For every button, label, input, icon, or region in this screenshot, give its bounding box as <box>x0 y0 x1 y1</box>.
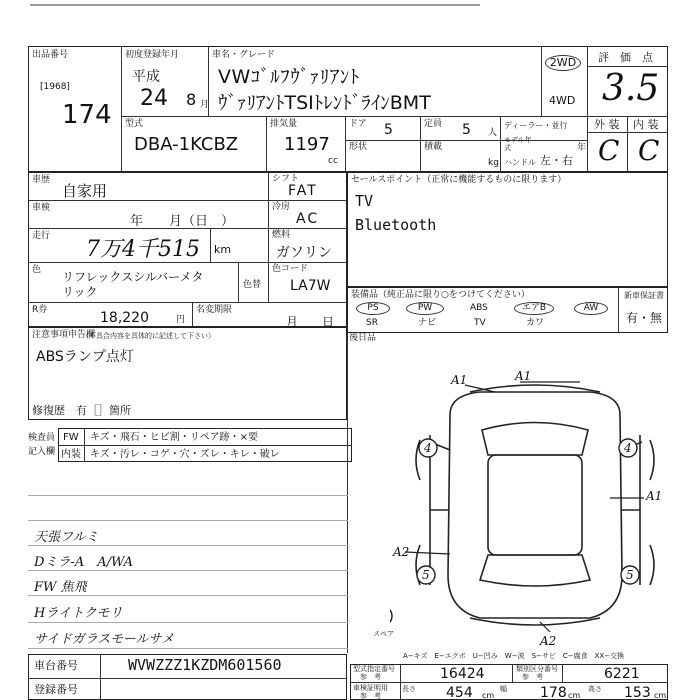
model-year-unit: 年 <box>577 143 587 153</box>
recycle-value: 18,220 <box>100 310 149 326</box>
inspection-value: 年 月（日 ） <box>130 214 235 229</box>
car-damage-diagram <box>390 370 680 655</box>
cert-sub: 参 考 <box>360 692 381 700</box>
displacement: 1197 <box>284 134 330 155</box>
width-unit: cm <box>568 691 581 700</box>
doors-value: 5 <box>384 122 393 138</box>
car-roof <box>488 455 582 555</box>
era: 平成 <box>132 69 160 85</box>
name-change-deadline-value: 月 日 <box>286 315 335 329</box>
fuel-value: ガソリン <box>276 245 332 261</box>
handwritten-note: FW 焦飛 <box>34 580 87 595</box>
handwritten-note: Dミラ-A A/WA <box>34 555 134 570</box>
equipment-sr: SR <box>366 318 378 328</box>
equipment-airbag-circled: エアB <box>514 302 554 315</box>
lot-number-label: 出品番号 <box>32 50 69 60</box>
shift-label: シフト <box>272 174 300 184</box>
damage-mark: A2 <box>540 634 557 648</box>
damage-mark: A1 <box>646 489 663 503</box>
evaluation-score: 3.5 <box>602 68 660 109</box>
inspector-fw-head: FW <box>63 432 79 443</box>
repair-history: 修復歴 有［］箇所 <box>32 404 131 417</box>
sales-points-label: セールスポイント（正常に機能するものに限ります） <box>351 175 567 185</box>
mileage-value: 7万4千515 <box>86 237 200 262</box>
ac-label: 冷房 <box>272 202 291 212</box>
damage-mark: 4 <box>424 441 432 455</box>
height-value: 153 <box>624 685 651 700</box>
displacement-label: 排気量 <box>270 119 298 129</box>
width-label: 幅 <box>500 685 507 693</box>
recycle-unit: 円 <box>176 315 186 325</box>
damage-mark: A2 <box>393 545 410 559</box>
car-history-label: 車歴 <box>32 175 51 185</box>
rear-items-label: 後日品 <box>349 333 377 343</box>
recycle-label: R券 <box>32 305 48 315</box>
length-unit: cm <box>482 691 495 700</box>
doors-label: ドア <box>349 119 367 129</box>
class-no-sub: 参 考 <box>522 673 543 681</box>
car-name-line-1: VWｺﾞﾙﾌｳﾞｧﾘｱﾝﾄ <box>218 66 360 88</box>
damage-mark: 5 <box>422 568 430 582</box>
color-label: 色 <box>32 265 42 275</box>
registration-month: 8 <box>186 90 197 109</box>
exterior-grade: C <box>598 134 620 167</box>
equipment-ps-circled: PS <box>356 302 390 315</box>
damage-mark: 5 <box>626 568 634 582</box>
cc-unit: cc <box>328 156 338 166</box>
handwritten-note: Hライトクモリ <box>34 606 123 621</box>
model-code: DBA-1KCBZ <box>134 134 239 155</box>
fuel-label: 燃料 <box>272 230 291 240</box>
registration-label: 登録番号 <box>34 683 78 696</box>
handle-value: 左・右 <box>540 154 573 167</box>
mileage-unit: km <box>214 243 232 256</box>
kg-unit: kg <box>488 158 499 168</box>
spare-label: スペア <box>373 630 394 638</box>
damage-mark: A1 <box>451 373 468 387</box>
color-code-label: 色コード <box>272 264 309 274</box>
damage-mark: A1 <box>515 369 532 383</box>
damage-legend: A−キズ E−エクボ U−凹み W−波 S−サビ C−腐食 XX−交換 <box>403 652 625 660</box>
drive-2wd-circled: 2WD <box>545 55 581 71</box>
notes-sub-label: （不具合内容を具体的に記述して下さい） <box>82 332 215 340</box>
color-value-2: リック <box>62 285 98 299</box>
length-label: 長さ <box>402 685 416 693</box>
equipment-pw-circled: PW <box>406 302 444 315</box>
inspector-fw-row: キズ・飛石・ヒビ割・リペア跡・×要 <box>90 432 258 443</box>
car-name-line-2: ｳﾞｧﾘｱﾝﾄTSIﾄﾚﾝﾄﾞﾗｲﾝBMT <box>218 92 431 114</box>
exterior-label: 外 装 <box>594 118 620 131</box>
vin-label: 車台番号 <box>34 659 78 672</box>
seats-value: 5 <box>462 122 471 138</box>
width-value: 178 <box>540 685 567 700</box>
sales-point-item: TV <box>355 192 374 210</box>
spare-tire-icon <box>390 606 392 626</box>
type-no-label: 型式指定番号 <box>353 665 395 673</box>
shift-value: FAT <box>288 183 318 199</box>
vin: WVWZZZ1KZDM601560 <box>128 656 282 674</box>
handwritten-note: 天張フルミ <box>34 530 99 545</box>
name-change-deadline-label: 名変期限 <box>196 305 233 315</box>
model-year-label: モデル年式 <box>504 136 532 152</box>
interior-grade: C <box>638 134 660 167</box>
type-designation-number: 16424 <box>440 666 485 682</box>
equipment-tv: TV <box>474 318 486 328</box>
inspection-label: 車検 <box>32 203 51 213</box>
car-rear-window <box>480 555 590 586</box>
scan-artifact <box>30 4 480 6</box>
cert-label: 車検証明用 <box>353 684 388 692</box>
inspector-interior-head: 内装 <box>61 449 81 460</box>
first-registration-label: 初度登録年月 <box>125 50 180 60</box>
class-number: 6221 <box>604 666 640 682</box>
equipment-navi: ナビ <box>418 318 437 328</box>
car-history-value: 自家用 <box>62 182 108 200</box>
equipment-label: 装備品（純正品に限り○をつけてください） <box>351 290 530 300</box>
color-change-label: 色替 <box>243 280 262 290</box>
lot-reference: [1968] <box>40 82 70 92</box>
equipment-abs: ABS <box>470 303 488 313</box>
dealer-label: ディーラー・並行 <box>504 121 568 130</box>
registration-year: 24 <box>140 86 168 111</box>
equipment-aw-circled: AW <box>574 302 608 315</box>
type-no-sub: 参 考 <box>360 673 381 681</box>
mileage-label: 走行 <box>32 231 51 241</box>
car-name-label: 車名・グレード <box>212 50 276 60</box>
color-value-1: リフレックスシルバーメタ <box>62 270 204 284</box>
shape-label: 形状 <box>349 142 368 152</box>
length-value: 454 <box>446 685 473 700</box>
warranty-value: 有・無 <box>626 311 663 325</box>
inspector-interior-row: キズ・汚レ・コゲ・穴・ズレ・キレ・破レ <box>90 449 280 460</box>
class-no-label: 類別区分番号 <box>516 665 558 673</box>
handle-label: ハンドル <box>504 158 536 167</box>
month-unit: 月 <box>200 100 210 110</box>
notes-text: ABSランプ点灯 <box>36 349 134 365</box>
interior-label: 内 装 <box>633 118 659 131</box>
load-label: 積載 <box>424 142 443 152</box>
handwritten-note: サイドガラスモールサメ <box>34 632 175 647</box>
height-unit: cm <box>654 691 667 700</box>
notes-label: 注意事項申告欄 <box>32 330 96 340</box>
model-label: 型式 <box>125 119 144 129</box>
score-label: 評 価 点 <box>598 51 653 64</box>
height-label: 高さ <box>588 685 602 693</box>
lot-number: 174 <box>62 100 112 130</box>
sales-point-item: Bluetooth <box>355 216 437 234</box>
color-code: LA7W <box>290 278 331 294</box>
car-body-outline <box>448 392 622 618</box>
warranty-label: 新車保証書 <box>624 291 664 300</box>
car-windshield <box>482 423 588 456</box>
seats-label: 定員 <box>424 119 443 129</box>
drive-4wd: 4WD <box>549 94 576 107</box>
seats-unit: 人 <box>488 128 498 138</box>
inspector-label-2: 記入欄 <box>28 447 56 457</box>
equipment-leather: カワ <box>526 318 545 328</box>
inspector-label: 検査員 <box>28 433 56 443</box>
damage-mark: 4 <box>624 441 632 455</box>
ac-value: AC <box>296 211 320 227</box>
